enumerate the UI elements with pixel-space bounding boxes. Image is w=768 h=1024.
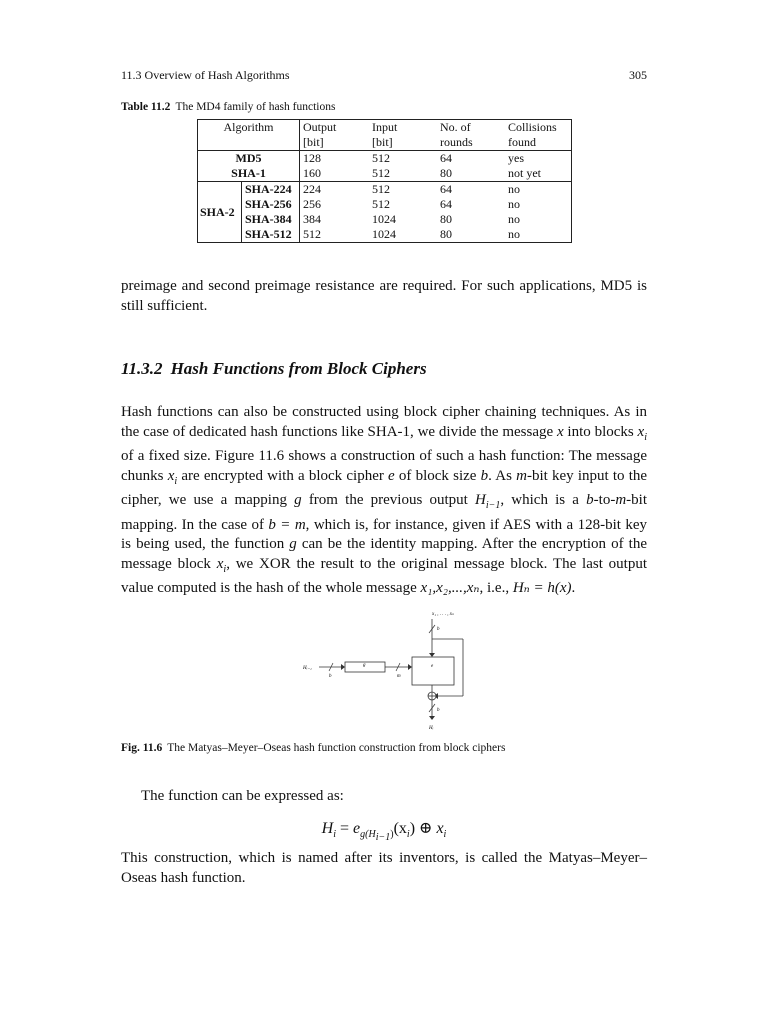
- label-h-out: Hᵢ: [429, 726, 434, 731]
- label-m: m: [397, 674, 401, 679]
- table-caption-text: The MD4 family of hash functions: [175, 101, 336, 113]
- running-head-section: 11.3 Overview of Hash Algorithms: [121, 68, 290, 82]
- figure-label: Fig. 11.6: [121, 742, 163, 754]
- h-prev-arrow: [341, 664, 345, 670]
- row-rounds: 80: [440, 212, 452, 226]
- paragraph-expressed: The function can be expressed as:: [141, 788, 344, 804]
- cipher-e-box: [412, 657, 454, 685]
- label-b-top: b: [437, 627, 440, 632]
- row-rounds: 64: [440, 197, 452, 211]
- row-name: MD5: [198, 151, 300, 167]
- row-name: SHA-384: [242, 212, 300, 227]
- paragraph-block-ciphers: Hash functions can also be constructed using block cipher chaining techniques. As in the case of dedicated hash functions like SHA-1, we divide the message x into blocks $x_i$ of a fixed size. Figure 11.6 shows a construction of such a hash function: The message chunks $x_i$ are encrypted with a block cipher e of block size b. As m-bit key input to the cipher, we use a mapping g from the previous output $H_{i-1}$, which is a b-to-m-bit mapping. In the case of b = m, which is, for instance, given if AES with a 128-bit key is being used, the function g can be the identity mapping. After the encryption of the message block $x_i$, we XOR the result to the original message block. The last output value computed is the hash of the whole message x₁,x₂,...,xₙ, i.e., Hₙ = h(x).: [121, 404, 648, 596]
- row-input: 512: [369, 151, 437, 167]
- row-rounds: 64: [437, 151, 505, 167]
- row-collisions: no: [505, 197, 572, 212]
- table-row: [198, 197, 572, 212]
- label-h-prev: Hᵢ₋₁: [303, 666, 312, 671]
- section-number: 11.3.2: [121, 359, 163, 378]
- paragraph-named-after: This construction, which is named after its inventors, is called the Matyas–Meyer–Oseas hash function.: [121, 850, 647, 886]
- row-collisions: no: [505, 227, 572, 243]
- matyas-meyer-oseas-diagram: [295, 608, 480, 736]
- section-heading: [121, 359, 427, 379]
- label-b-left: b: [329, 674, 332, 679]
- row-collisions: yes: [505, 151, 572, 167]
- header-rounds: No. of rounds: [437, 120, 505, 151]
- row-name: SHA-256: [242, 197, 300, 212]
- row-name: SHA-224: [242, 182, 300, 198]
- table-row: [198, 151, 572, 167]
- figure-caption-text: The Matyas–Meyer–Oseas hash function construction from block ciphers: [167, 742, 506, 754]
- table-caption: [121, 101, 335, 113]
- row-collisions: not yet: [505, 166, 572, 182]
- row-collisions: no: [505, 182, 572, 198]
- paragraph-preimage: preimage and second preimage resistance are required. For such applications, MD5 is still sufficient.: [121, 278, 647, 314]
- label-g: g: [363, 663, 366, 668]
- row-rounds: 80: [440, 166, 452, 180]
- row-output: 256: [300, 197, 370, 212]
- table-row: [198, 212, 572, 227]
- table-row: [198, 166, 572, 182]
- header-collisions: Collisions found: [505, 120, 572, 151]
- md4-family-table: [197, 119, 572, 243]
- row-rounds: 64: [437, 182, 505, 198]
- row-rounds: 80: [437, 227, 505, 243]
- group-label-sha2: SHA-2: [198, 182, 242, 243]
- output-arrow: [429, 716, 435, 720]
- row-name: SHA-1: [198, 166, 300, 182]
- row-input: 512: [372, 166, 390, 180]
- row-output: 160: [300, 166, 370, 182]
- header-algorithm: Algorithm: [198, 120, 300, 151]
- row-collisions: no: [505, 212, 572, 227]
- label-b-bottom: b: [437, 708, 440, 713]
- key-arrow: [408, 664, 412, 670]
- page-number: 305: [629, 68, 647, 82]
- row-input: 512: [372, 197, 390, 211]
- mmo-equation: $H_i = e_{g(H_{i-1})}(x_i)$ ⊕ $x_i$: [321, 820, 447, 844]
- table-row: [198, 182, 572, 198]
- row-name: SHA-512: [242, 227, 300, 243]
- row-output: 512: [300, 227, 370, 243]
- message-input-arrow: [429, 653, 435, 657]
- row-output: 384: [300, 212, 370, 227]
- figure-caption: [121, 742, 505, 754]
- row-input: 512: [369, 182, 437, 198]
- label-message-input: x₁ , . . . , xₙ: [432, 612, 454, 617]
- header-output: Output [bit]: [300, 120, 370, 151]
- table-row: [198, 227, 572, 243]
- row-input: 1024: [372, 212, 396, 226]
- header-input: Input [bit]: [369, 120, 437, 151]
- label-e: e: [431, 664, 434, 669]
- section-title: Hash Functions from Block Ciphers: [170, 359, 427, 378]
- row-output: 128: [300, 151, 370, 167]
- row-input: 1024: [369, 227, 437, 243]
- row-output: 224: [300, 182, 370, 198]
- table-header-row: [198, 120, 572, 151]
- table-label: Table 11.2: [121, 101, 171, 113]
